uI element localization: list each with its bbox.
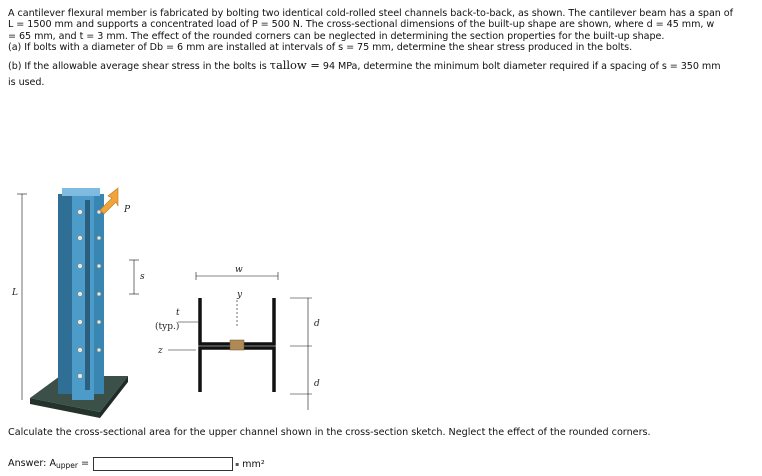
part-b-continued: is used. [8,77,45,89]
part-b [8,57,756,72]
part-b-post: 94 MPa, determine the minimum bolt diameter required if a spacing of s = 350 mm [319,60,721,72]
answer-label-prefix: Answer: A [8,458,57,469]
answer-label-sub: upper [56,461,78,470]
answer-label-eq: = [78,458,90,469]
answer-status-icon: ▪ [235,460,240,468]
beam-figure [0,180,360,420]
label-P: P [124,205,131,215]
answer-row [8,456,265,472]
problem-line-3: = 65 mm, and t = 3 mm. The effect of the rounded corners can be neglected in determining the section properties for the built-up shape. [8,30,665,42]
bolt [78,210,83,215]
label-t: t [176,308,180,318]
beam-figure-svg [0,180,360,420]
question-text: Calculate the cross-sectional area for the upper channel shown in the cross-section sketch. Neglect the effect of the rounded corners. [8,427,651,438]
label-s: s [140,272,145,282]
label-w: w [235,265,243,275]
label-typ: (typ.) [155,322,180,332]
bolt [78,292,83,297]
label-y: y [237,290,243,300]
problem-line-1: A cantilever flexural member is fabricated by bolting two identical cold-rolled steel channels back-to-back, as shown. The cantilever beam has a span of [8,8,733,19]
label-L: L [12,288,18,298]
channel-left-flange [58,194,72,394]
bolt [78,264,83,269]
bolt [78,320,83,325]
part-a: (a) If bolts with a diameter of Db = 6 mm are installed at intervals of s = 75 mm, determine the shear stress produced in the bolts. [8,42,633,54]
answer-label [8,458,89,470]
problem-statement [8,8,756,88]
bolt [78,236,83,241]
answer-input[interactable] [93,457,233,471]
part-b-pre: (b) If the allowable average shear stress in the bolts is [8,60,270,72]
problem-line-2: L = 1500 mm and supports a concentrated load of P = 500 N. The cross-sectional dimensions of the built-up shape are shown, where d = 45 mm, w [8,19,715,31]
bolt [78,374,83,379]
label-z: z [158,346,163,356]
channel-web [72,194,94,400]
bolt-section [230,340,244,350]
lower-channel [200,348,274,392]
bolt [78,348,83,353]
tau-allow: τallow = [269,57,320,72]
answer-unit: mm² [242,458,265,470]
label-d-bottom: d [314,379,320,389]
label-d-top: d [314,319,320,329]
